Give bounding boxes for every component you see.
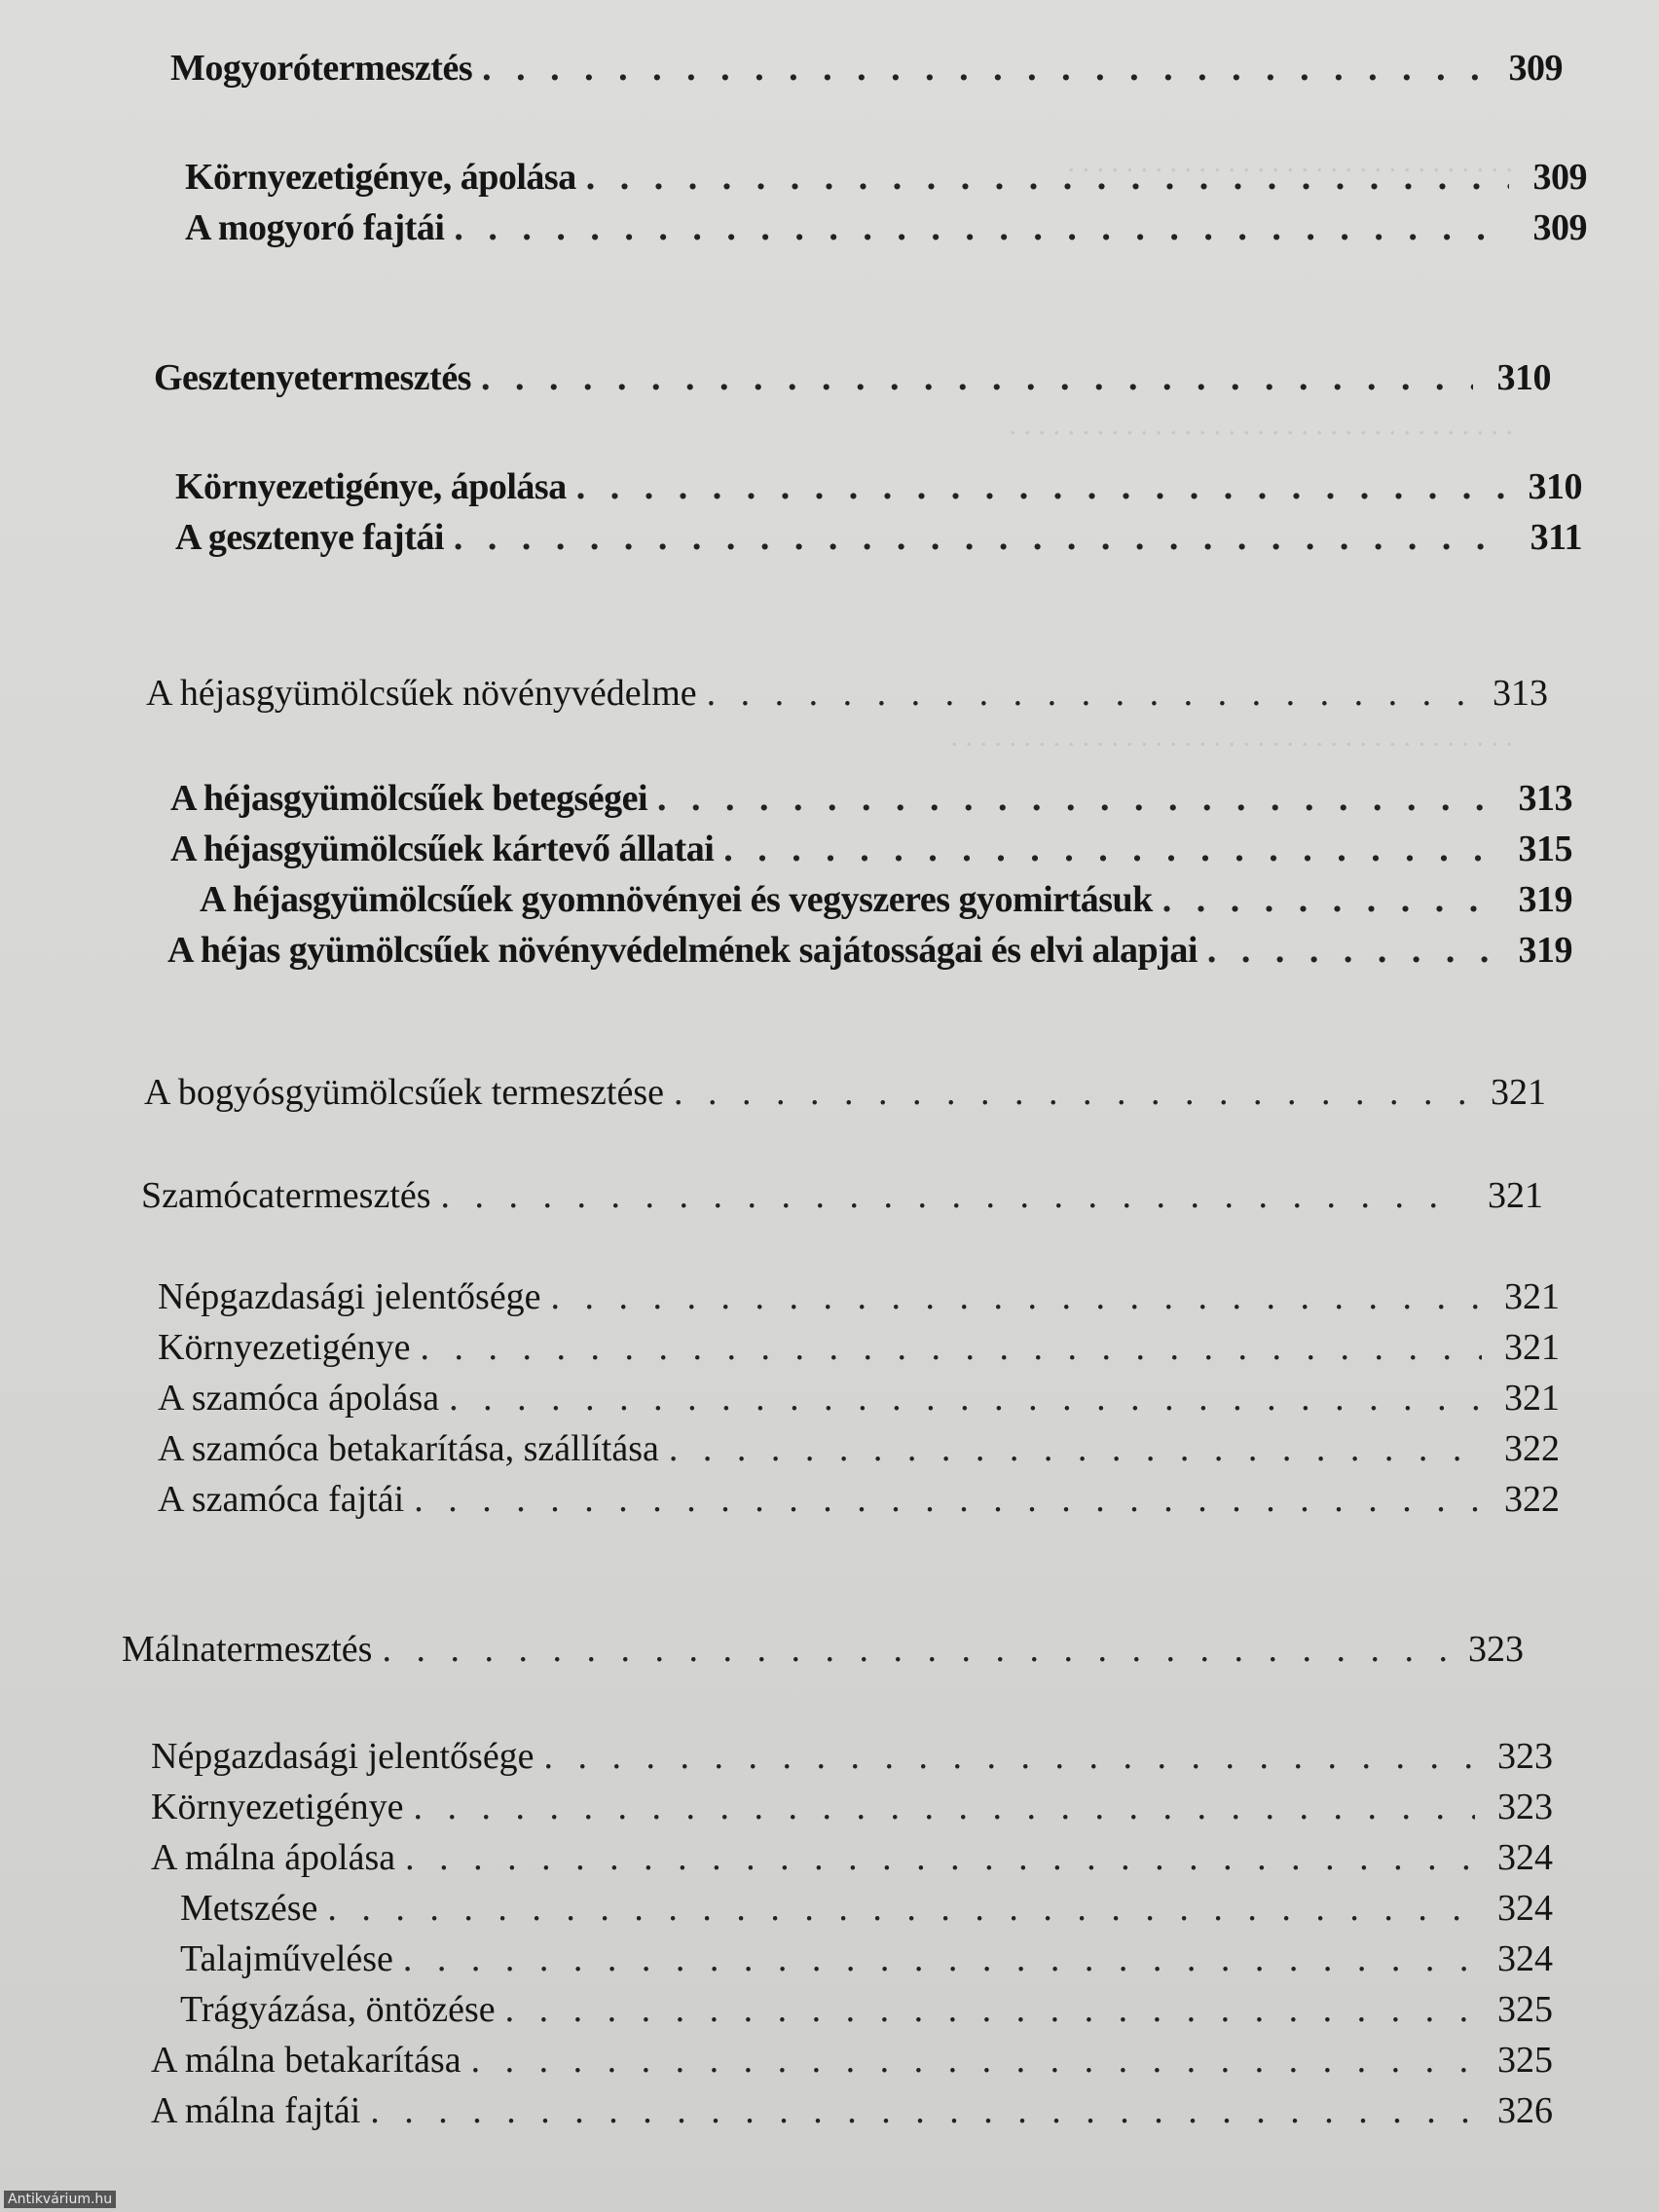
toc-page-number: 310 bbox=[1496, 357, 1551, 398]
toc-page-number: 324 bbox=[1497, 1938, 1553, 1979]
toc-entry-title: Népgazdasági jelentősége bbox=[151, 1736, 535, 1777]
toc-page-number: 315 bbox=[1518, 829, 1572, 869]
toc-page-number: 319 bbox=[1518, 930, 1572, 971]
toc-entry bbox=[158, 1478, 1560, 1521]
watermark-label: Antikvárium.hu bbox=[4, 2191, 116, 2208]
toc-entry bbox=[151, 2089, 1553, 2132]
dot-leader bbox=[551, 1275, 1482, 1318]
toc-page-number: 321 bbox=[1488, 1175, 1543, 1216]
toc-entry-heading bbox=[154, 356, 1551, 399]
toc-entry bbox=[175, 516, 1582, 559]
dot-leader bbox=[674, 1071, 1468, 1114]
dot-leader bbox=[327, 1887, 1475, 1930]
toc-entry bbox=[200, 878, 1572, 921]
toc-page-number: 324 bbox=[1497, 1837, 1553, 1878]
toc-page-number: 326 bbox=[1497, 2090, 1553, 2131]
toc-page-number: 313 bbox=[1518, 778, 1572, 819]
toc-entry-title: A szamóca betakarítása, szállítása bbox=[158, 1428, 659, 1469]
toc-entry-title: A gesztenye fajtái bbox=[175, 517, 444, 558]
dot-leader bbox=[382, 1628, 1446, 1671]
toc-entry bbox=[158, 1377, 1560, 1419]
dot-leader bbox=[669, 1427, 1482, 1470]
toc-page-number: 323 bbox=[1497, 1736, 1553, 1777]
toc-entry bbox=[158, 1275, 1560, 1318]
toc-entry-title: Málnatermesztés bbox=[122, 1629, 373, 1670]
dot-leader bbox=[586, 156, 1509, 199]
dot-leader bbox=[414, 1786, 1475, 1828]
dot-leader bbox=[576, 465, 1504, 508]
toc-entry bbox=[151, 2039, 1553, 2082]
toc-entry bbox=[158, 1326, 1560, 1369]
dot-leader bbox=[454, 516, 1504, 559]
toc-entry-title: Trágyázása, öntözése bbox=[180, 1989, 496, 2030]
dot-leader bbox=[707, 672, 1470, 715]
toc-entry-title: Mogyorótermesztés bbox=[170, 48, 473, 89]
toc-page-number: 310 bbox=[1528, 466, 1582, 507]
toc-entry-title: A héjasgyümölcsűek növényvédelme bbox=[146, 673, 697, 714]
toc-entry bbox=[151, 1836, 1553, 1879]
toc-entry bbox=[175, 465, 1582, 508]
toc-entry-title: A héjasgyümölcsűek gyomnövényei és vegyszeres gyomirtásuk bbox=[200, 879, 1153, 920]
dot-leader bbox=[370, 2089, 1475, 2132]
toc-page-number: 321 bbox=[1504, 1276, 1560, 1317]
dot-leader bbox=[482, 47, 1485, 90]
toc-entry bbox=[170, 828, 1572, 870]
toc-page-number: 325 bbox=[1497, 1989, 1553, 2030]
toc-page-number: 319 bbox=[1518, 879, 1572, 920]
bleed-through-text: . . . . . . . . . . . . . . . . . . . . . . . . . . . . . . . bbox=[1067, 146, 1513, 178]
toc-entry bbox=[180, 1887, 1553, 1930]
toc-page-number: 311 bbox=[1530, 517, 1582, 558]
toc-page-number: 321 bbox=[1504, 1327, 1560, 1368]
toc-entry-title: A szamóca fajtái bbox=[158, 1479, 405, 1520]
dot-leader bbox=[544, 1735, 1475, 1778]
toc-entry bbox=[185, 206, 1587, 249]
toc-entry-heading bbox=[170, 47, 1563, 90]
toc-entry-title: A héjasgyümölcsűek betegségei bbox=[170, 778, 648, 819]
toc-entry bbox=[151, 1735, 1553, 1778]
dot-leader bbox=[657, 777, 1494, 820]
dot-leader bbox=[449, 1377, 1482, 1419]
toc-entry-title: Környezetigénye bbox=[158, 1327, 411, 1368]
toc-entry-title: A málna betakarítása bbox=[151, 2040, 461, 2081]
toc-entry bbox=[170, 777, 1572, 820]
dot-leader bbox=[1162, 878, 1494, 921]
toc-entry bbox=[151, 1786, 1553, 1828]
bleed-through-text: . . . . . . . . . . . . . . . . . . . . . . . . . . . . . . . . . . . . . . . bbox=[950, 720, 1513, 753]
dot-leader bbox=[1207, 929, 1494, 972]
toc-entry-heading bbox=[141, 1174, 1543, 1217]
toc-entry-title: A héjasgyümölcsűek kártevő állatai bbox=[170, 829, 715, 869]
toc-entry bbox=[158, 1427, 1560, 1470]
toc-entry-title: A szamóca ápolása bbox=[158, 1378, 440, 1419]
toc-entry-title: Talajművelése bbox=[180, 1938, 393, 1979]
dot-leader bbox=[421, 1326, 1482, 1369]
dot-leader bbox=[414, 1478, 1482, 1521]
dot-leader bbox=[403, 1937, 1475, 1980]
toc-page-number: 309 bbox=[1508, 48, 1563, 89]
toc-entry-heading bbox=[144, 1071, 1546, 1114]
bleed-through-text: . . . . . . . . . . . . . . . . . . . . . . . . . . . . . . . . . . . bbox=[1009, 409, 1513, 441]
toc-entry-title: Környezetigénye, ápolása bbox=[185, 157, 576, 198]
toc-entry-title: Gesztenyetermesztés bbox=[154, 357, 471, 398]
toc-page-number: 324 bbox=[1497, 1888, 1553, 1929]
toc-entry-title: A málna fajtái bbox=[151, 2090, 361, 2131]
toc-page-number: 321 bbox=[1504, 1378, 1560, 1419]
toc-page-number: 313 bbox=[1493, 673, 1548, 714]
toc-entry-heading bbox=[146, 672, 1548, 715]
dot-leader bbox=[454, 206, 1509, 249]
toc-entry-title: A málna ápolása bbox=[151, 1837, 396, 1878]
toc-entry-title: Népgazdasági jelentősége bbox=[158, 1276, 541, 1317]
toc-page-number: 323 bbox=[1468, 1629, 1524, 1670]
toc-entry-title: A mogyoró fajtái bbox=[185, 207, 445, 248]
toc-page-number: 322 bbox=[1504, 1428, 1560, 1469]
dot-leader bbox=[505, 1988, 1475, 2031]
toc-entry bbox=[167, 929, 1572, 972]
toc-page-number: 323 bbox=[1497, 1787, 1553, 1827]
toc-entry bbox=[180, 1988, 1553, 2031]
toc-entry-heading bbox=[122, 1628, 1524, 1671]
dot-leader bbox=[723, 828, 1494, 870]
toc-entry-title: A bogyósgyümölcsűek termesztése bbox=[144, 1072, 665, 1113]
toc-page-number: 309 bbox=[1532, 157, 1587, 198]
toc-page-number: 322 bbox=[1504, 1479, 1560, 1520]
dot-leader bbox=[405, 1836, 1475, 1879]
dot-leader bbox=[481, 356, 1473, 399]
toc-entry-title: A héjas gyümölcsűek növényvédelmének sajátosságai és elvi alapjai bbox=[167, 930, 1198, 971]
toc-entry bbox=[185, 156, 1587, 199]
toc-entry-title: Metszése bbox=[180, 1888, 318, 1929]
toc-entry-title: Szamócatermesztés bbox=[141, 1175, 431, 1216]
dot-leader bbox=[441, 1174, 1465, 1217]
toc-page-number: 321 bbox=[1491, 1072, 1546, 1113]
toc-entry-title: Környezetigénye bbox=[151, 1787, 404, 1827]
dot-leader bbox=[471, 2039, 1475, 2082]
toc-page-number: 325 bbox=[1497, 2040, 1553, 2081]
toc-entry bbox=[180, 1937, 1553, 1980]
toc-page-number: 309 bbox=[1532, 207, 1587, 248]
toc-entry-title: Környezetigénye, ápolása bbox=[175, 466, 567, 507]
